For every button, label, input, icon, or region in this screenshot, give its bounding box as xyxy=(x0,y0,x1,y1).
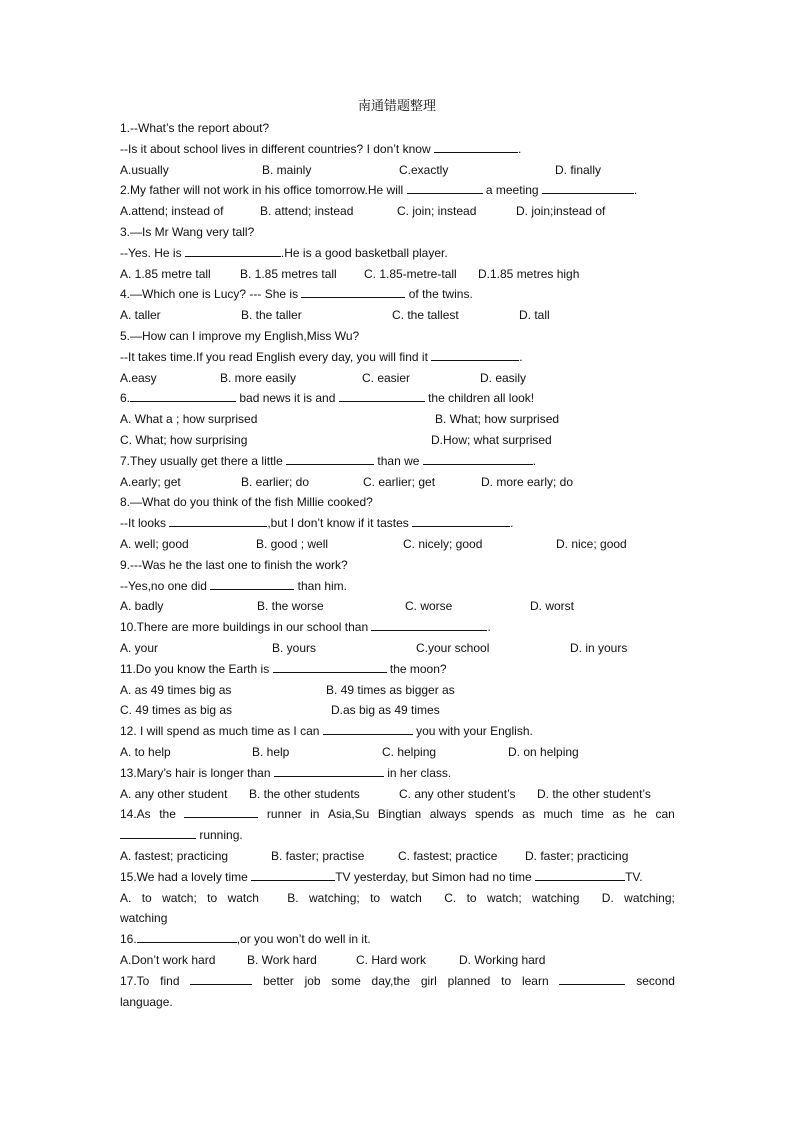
option-d: D. tall xyxy=(519,308,550,322)
answer-blank xyxy=(185,243,281,257)
option-b: B. good ; well xyxy=(256,537,329,551)
option-c: C. Hard work xyxy=(356,953,427,967)
q16-options xyxy=(120,950,675,971)
q13-stem: 13.Mary’s hair is longer than in her class. xyxy=(120,763,675,784)
option-d: D. faster; practicing xyxy=(525,849,629,863)
option-c: C. helping xyxy=(382,745,437,759)
answer-blank xyxy=(286,451,374,465)
q17-stem-line2: language. xyxy=(120,995,173,1009)
q15-options: A. to watch; to watch B. watching; to watch C. to watch; watching D. watching; xyxy=(120,891,675,905)
option-d: D. worst xyxy=(530,599,575,613)
option-b: B. 49 times as bigger as xyxy=(326,683,455,697)
option-d: D. finally xyxy=(555,163,602,177)
option-c: C. What; how surprising xyxy=(120,433,248,447)
option-a: A.Don’t work hard xyxy=(120,953,216,967)
q12-options xyxy=(120,742,675,763)
q3-options xyxy=(120,264,675,285)
option-d: D. on helping xyxy=(508,745,579,759)
answer-blank xyxy=(535,867,625,881)
answer-blank xyxy=(137,929,237,943)
answer-blank xyxy=(274,763,384,777)
q6-options-ab xyxy=(120,409,675,430)
q5-stem: 5.—How can I improve my English,Miss Wu? xyxy=(120,329,360,343)
answer-blank xyxy=(434,139,518,153)
option-b: B. earlier; do xyxy=(241,475,310,489)
q9-stem-line2: --Yes,no one did than him. xyxy=(120,576,675,597)
option-d: D.as big as 49 times xyxy=(331,703,440,717)
option-d: D. Working hard xyxy=(459,953,546,967)
q2-options xyxy=(120,201,675,222)
option-d: D. nice; good xyxy=(556,537,627,551)
option-a: A. any other student xyxy=(120,787,228,801)
answer-blank xyxy=(184,804,258,818)
option-b: B. attend; instead xyxy=(260,204,354,218)
q16-stem: 16. ,or you won’t do well in it. xyxy=(120,929,675,950)
answer-blank xyxy=(431,347,519,361)
page-title: 南通错题整理 xyxy=(357,99,436,114)
answer-blank xyxy=(423,451,533,465)
answer-blank xyxy=(273,659,387,673)
answer-blank xyxy=(339,388,425,402)
q5-options xyxy=(120,368,675,389)
option-a: A. your xyxy=(120,641,159,655)
option-b: B. more easily xyxy=(220,371,297,385)
q2-stem: 2.My father will not work in his office tomorrow.He will a meeting . xyxy=(120,180,675,201)
option-d: D.How; what surprised xyxy=(431,433,552,447)
answer-blank xyxy=(559,971,625,985)
option-a: A.attend; instead of xyxy=(120,204,224,218)
option-a: A. badly xyxy=(120,599,164,613)
q15-options-wrap: watching xyxy=(120,911,168,925)
answer-blank xyxy=(407,180,483,194)
option-c: C. fastest; practice xyxy=(398,849,498,863)
q4-options xyxy=(120,305,675,326)
q1-stem: 1.--What’s the report about? xyxy=(120,121,270,135)
answer-blank xyxy=(371,617,487,631)
answer-blank xyxy=(323,721,413,735)
option-b: B. Work hard xyxy=(247,953,317,967)
q11-options-cd xyxy=(120,700,675,721)
option-a: A.easy xyxy=(120,371,157,385)
q1-stem-text: --Is it about school lives in different countries? I don’t know . xyxy=(120,139,521,160)
q13-options xyxy=(120,784,675,805)
option-d: D. join;instead of xyxy=(516,204,606,218)
answer-blank xyxy=(412,513,510,527)
q14-options xyxy=(120,846,675,867)
option-c: C. earlier; get xyxy=(363,475,436,489)
answer-blank xyxy=(190,971,252,985)
q7-stem: 7.They usually get there a little than we . xyxy=(120,451,675,472)
option-b: B. help xyxy=(252,745,290,759)
q7-options xyxy=(120,472,675,493)
answer-blank xyxy=(251,867,335,881)
option-b: B. What; how surprised xyxy=(435,412,560,426)
q1-options xyxy=(120,160,675,181)
option-a: A.usually xyxy=(120,163,169,177)
q11-stem: 11.Do you know the Earth is the moon? xyxy=(120,659,675,680)
option-c: C.your school xyxy=(416,641,490,655)
answer-blank xyxy=(210,576,294,590)
option-c: C. the tallest xyxy=(392,308,459,322)
option-c: C. join; instead xyxy=(397,204,477,218)
q8-options xyxy=(120,534,675,555)
option-a: A.early; get xyxy=(120,475,181,489)
option-b: B. the other students xyxy=(249,787,360,801)
option-b: B. the worse xyxy=(257,599,324,613)
q8-stem-line2: --It looks ,but I don’t know if it tastes . xyxy=(120,513,675,534)
option-d: D. more early; do xyxy=(481,475,574,489)
option-a: A. to help xyxy=(120,745,171,759)
option-a: A. What a ; how surprised xyxy=(120,412,258,426)
q15-stem: 15.We had a lovely time TV yesterday, but Simon had no time TV. xyxy=(120,867,675,888)
q11-options-ab xyxy=(120,680,675,701)
option-a: A. as 49 times big as xyxy=(120,683,232,697)
option-a: A. well; good xyxy=(120,537,189,551)
option-c: C. easier xyxy=(362,371,411,385)
option-d: D. the other student’s xyxy=(537,787,651,801)
q12-stem: 12. I will spend as much time as I can you with your English. xyxy=(120,721,675,742)
q6-options-cd xyxy=(120,430,675,451)
answer-blank xyxy=(120,825,196,839)
q14-stem: 14.As the runner in Asia,Su Bingtian always spends as much time as he can xyxy=(120,804,675,825)
q3-stem-line2: --Yes. He is .He is a good basketball player. xyxy=(120,243,675,264)
option-c: C.exactly xyxy=(399,163,449,177)
q8-stem: 8.—What do you think of the fish Millie cooked? xyxy=(120,495,373,509)
option-d: D. easily xyxy=(480,371,527,385)
q17-stem: 17.To find better job some day,the girl planned to learn second xyxy=(120,971,675,992)
option-c: C. 49 times as big as xyxy=(120,703,233,717)
option-a: A. fastest; practicing xyxy=(120,849,229,863)
option-c: C. worse xyxy=(405,599,453,613)
answer-blank xyxy=(169,513,267,527)
option-b: B. mainly xyxy=(262,163,312,177)
answer-blank xyxy=(542,180,634,194)
answer-blank xyxy=(130,388,236,402)
option-b: B. the taller xyxy=(241,308,302,322)
option-c: C. any other student’s xyxy=(399,787,516,801)
q5-stem-line2: --It takes time.If you read English every day, you will find it . xyxy=(120,347,675,368)
option-d: D.1.85 metres high xyxy=(478,267,580,281)
q10-stem: 10.There are more buildings in our school than . xyxy=(120,617,675,638)
option-b: B. faster; practise xyxy=(271,849,365,863)
option-a: A. taller xyxy=(120,308,161,322)
option-b: B. yours xyxy=(272,641,317,655)
q9-stem: 9.---Was he the last one to finish the work? xyxy=(120,558,348,572)
option-c: C. 1.85-metre-tall xyxy=(364,267,457,281)
q9-options xyxy=(120,596,675,617)
option-b: B. 1.85 metres tall xyxy=(240,267,337,281)
q3-stem: 3.—Is Mr Wang very tall? xyxy=(120,225,255,239)
option-d: D. in yours xyxy=(570,641,628,655)
q1-stem-line2 xyxy=(120,139,675,160)
option-a: A. 1.85 metre tall xyxy=(120,267,211,281)
q10-options xyxy=(120,638,675,659)
q14-stem-line2: running. xyxy=(120,825,675,846)
option-c: C. nicely; good xyxy=(403,537,483,551)
q4-stem: 4.—Which one is Lucy? --- She is of the twins. xyxy=(120,284,675,305)
answer-blank xyxy=(301,284,405,298)
q6-stem: 6. bad news it is and the children all look! xyxy=(120,388,675,409)
